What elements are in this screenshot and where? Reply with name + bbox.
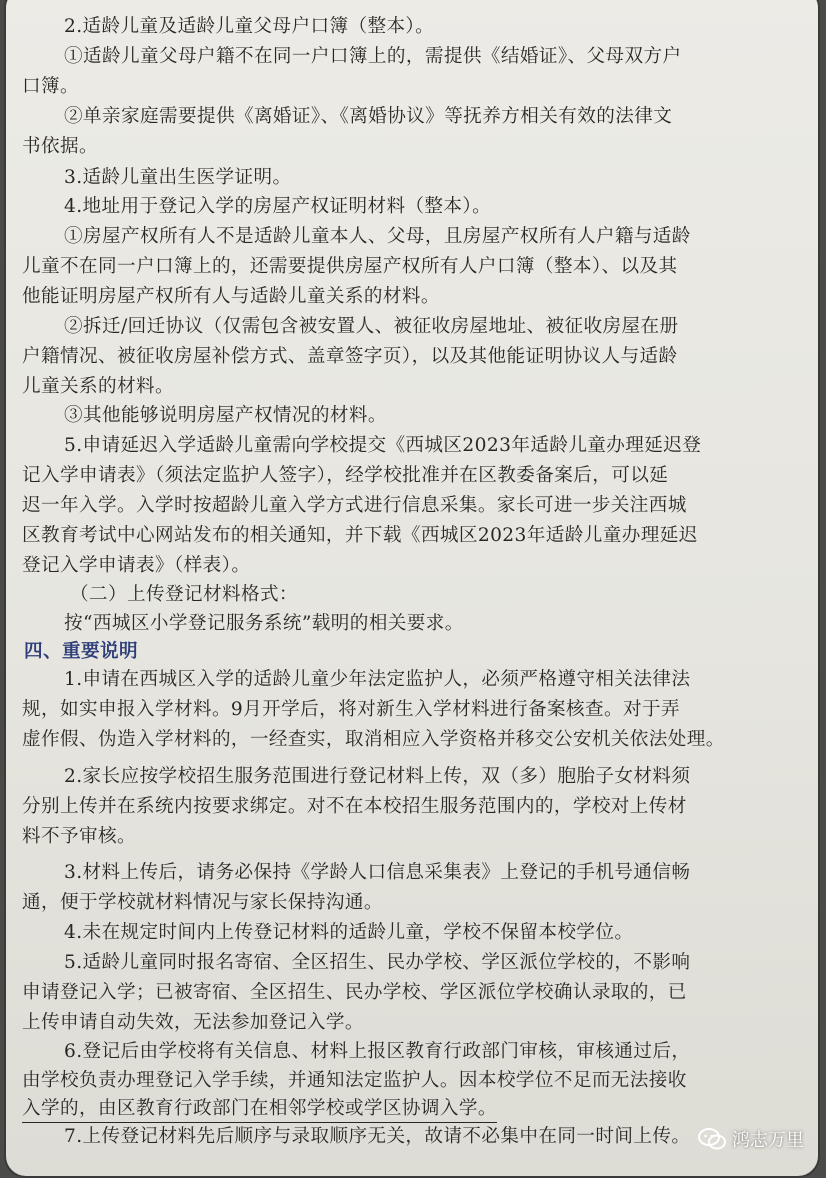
document-page bbox=[4, 0, 820, 1178]
note-5-cont2: 上传申请自动失效，无法参加登记入学。 bbox=[22, 1010, 364, 1036]
note-7: 7.上传登记材料先后顺序与录取顺序无关，故请不必集中在同一时间上传。 bbox=[64, 1124, 690, 1150]
note-6-cont: 由学校负责办理登记入学手续，并通知法定监护人。因本校学位不足而无法接收 bbox=[22, 1068, 687, 1094]
item-4-1-cont2: 他能证明房屋产权所有人与适龄儿童关系的材料。 bbox=[22, 284, 440, 310]
note-2-cont: 分别上传并在系统内按要求绑定。对不在本校招生服务范围内的，学校对上传材 bbox=[22, 794, 687, 820]
item-4-2-cont: 户籍情况、被征收房屋补偿方式、盖章签字页），以及其他能证明协议人与适龄 bbox=[22, 344, 677, 370]
note-1-cont: 规，如实申报入学材料。9月开学后，将对新生入学材料进行备案核查。对于弄 bbox=[22, 697, 680, 723]
watermark-text: 鸿志万里 bbox=[732, 1126, 804, 1152]
item-2-2: ②单亲家庭需要提供《离婚证》、《离婚协议》等抚养方相关有效的法律文 bbox=[64, 104, 672, 130]
note-5-cont: 申请登记入学；已被寄宿、全区招生、民办学校、学区派位学校确认录取的，已 bbox=[22, 980, 687, 1006]
item-5-cont4: 登记入学申请表》（样表）。 bbox=[22, 553, 250, 579]
item-4-1-cont: 儿童不在同一户口簿上的，还需要提供房屋产权所有人户口簿（整本）、以及其 bbox=[22, 254, 677, 280]
item-2-2-cont: 书依据。 bbox=[22, 134, 98, 160]
item-4-2-cont2: 儿童关系的材料。 bbox=[22, 374, 174, 400]
item-5-cont2: 迟一年入学。入学时按超龄儿童入学方式进行信息采集。家长可进一步关注西城 bbox=[22, 493, 687, 519]
subsection-two-text: 按“西城区小学登记服务系统”载明的相关要求。 bbox=[64, 611, 464, 637]
note-1: 1.申请在西城区入学的适龄儿童少年法定监护人，必须严格遵守相关法律法 bbox=[64, 667, 690, 693]
item-5-cont: 记入学申请表》（须法定监护人签字），经学校批准并在区教委备案后，可以延 bbox=[22, 463, 668, 489]
item-5-cont3: 区教育考试中心网站发布的相关通知，并下载《西城区2023年适龄儿童办理延迟 bbox=[22, 523, 698, 549]
subsection-two: （二）上传登记材料格式： bbox=[70, 582, 298, 608]
note-3-cont: 通，便于学校就材料情况与家长保持沟通。 bbox=[22, 890, 383, 916]
item-5: 5.申请延迟入学适龄儿童需向学校提交《西城区2023年适龄儿童办理延迟登 bbox=[64, 433, 701, 459]
item-2-1-cont: 口簿。 bbox=[22, 74, 79, 100]
item-4: 4.地址用于登记入学的房屋产权证明材料（整本）。 bbox=[64, 194, 491, 220]
item-4-2: ②拆迁/回迁协议（仅需包含被安置人、被征收房屋地址、被征收房屋在册 bbox=[64, 314, 678, 340]
note-6-cont2: 入学的，由区教育行政部门在相邻学校或学区协调入学。 bbox=[22, 1096, 497, 1123]
note-2: 2.家长应按学校招生服务范围进行登记材料上传，双（多）胞胎子女材料须 bbox=[64, 764, 690, 790]
item-4-1: ①房屋产权所有人不是适龄儿童本人、父母，且房屋产权所有人户籍与适龄 bbox=[64, 224, 691, 250]
note-2-cont2: 料不予审核。 bbox=[22, 824, 136, 850]
note-5: 5.适龄儿童同时报名寄宿、全区招生、民办学校、学区派位学校的，不影响 bbox=[64, 950, 690, 976]
note-6: 6.登记后由学校将有关信息、材料上报区教育行政部门审核，审核通过后， bbox=[64, 1039, 690, 1065]
watermark bbox=[698, 1126, 804, 1152]
item-2: 2.适龄儿童及适龄儿童父母户口簿（整本）。 bbox=[64, 14, 434, 40]
section-four-heading: 四、重要说明 bbox=[24, 639, 138, 665]
wechat-icon bbox=[698, 1128, 726, 1150]
item-2-1: ①适龄儿童父母户籍不在同一户口簿上的，需提供《结婚证》、父母双方户 bbox=[64, 44, 682, 70]
item-4-3: ③其他能够说明房屋产权情况的材料。 bbox=[64, 403, 387, 429]
note-3: 3.材料上传后，请务必保持《学龄人口信息采集表》上登记的手机号通信畅 bbox=[64, 860, 690, 886]
note-4: 4.未在规定时间内上传登记材料的适龄儿童，学校不保留本校学位。 bbox=[64, 920, 633, 946]
note-1-cont2: 虚作假、伪造入学材料的，一经查实，取消相应入学资格并移交公安机关依法处理。 bbox=[22, 727, 725, 753]
item-3: 3.适龄儿童出生医学证明。 bbox=[64, 165, 291, 191]
